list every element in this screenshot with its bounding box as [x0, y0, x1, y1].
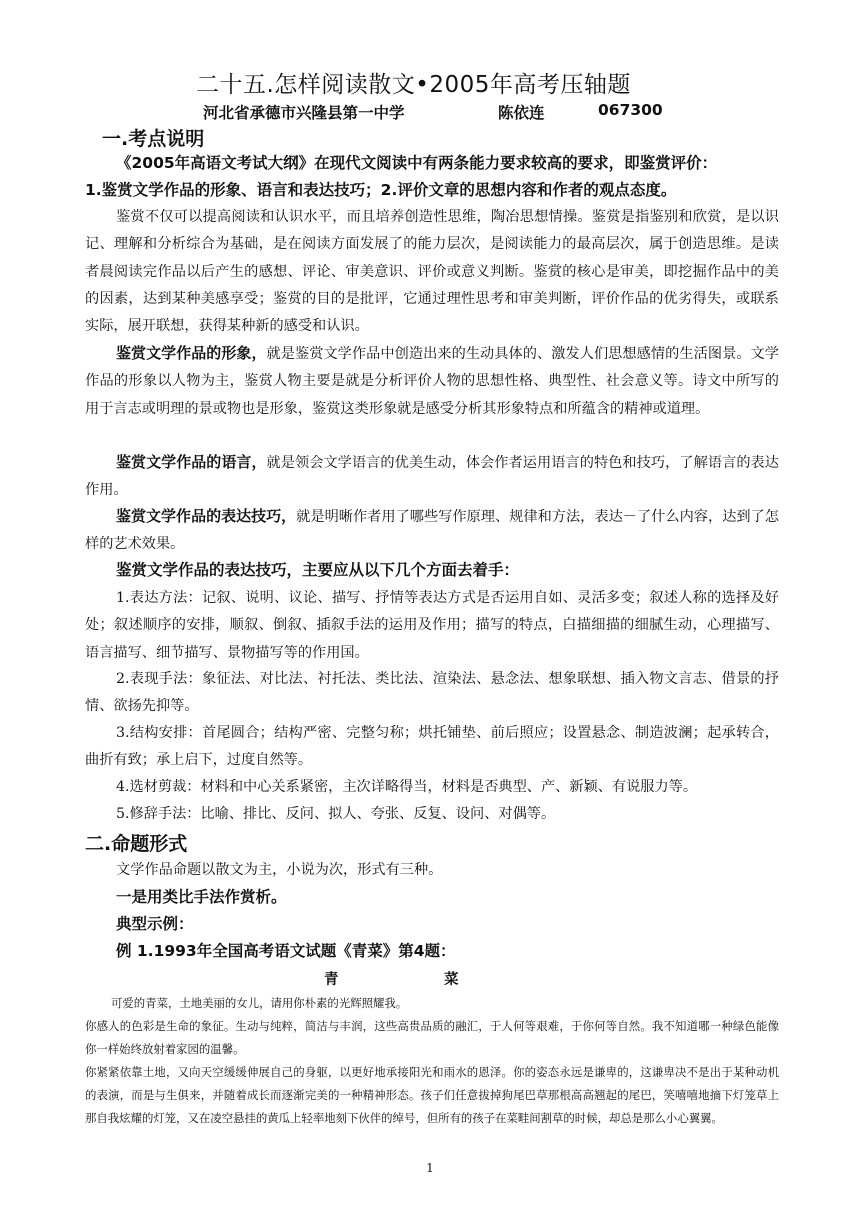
list-item: 2.表现手法：象征法、对比法、衬托法、类比法、渲染法、悬念法、想象联想、插入物文言志、借景的抒情、欲扬先抑等。: [85, 671, 779, 715]
paragraph-technique: [85, 503, 779, 559]
paragraph-technique-lead: 鉴赏文学作品的表达技巧，: [116, 507, 297, 525]
example-label: 典型示例：: [116, 915, 194, 933]
technique-aspects-heading: 鉴赏文学作品的表达技巧，主要应从以下几个方面去着手：: [116, 561, 520, 579]
paragraph-image-text: 就是鉴赏文学作品中创造出来的生动具体的、激发人们思想感情的生活图景。文学作品的形象以人物为主，鉴赏人物主要是就是分析评价人物的思想性格、典型性、社会意义等。诗文中所写的用于言志或明理的景或物也是形象，鉴赏这类形象就是感受分析其形象特点和所蕴含的精神或道理。: [85, 346, 779, 417]
poem-paragraph: 可爱的青菜，土地美丽的女儿，请用你朴素的光辉照耀我。: [111, 996, 408, 1010]
author-code: 067300: [598, 101, 663, 119]
list-item: 3.结构安排：首尾圆合；结构严密、完整匀称；烘托铺垫、前后照应；设置悬念、制造波澜；起承转合，曲折有致；承上启下，过度自然等。: [85, 725, 779, 769]
section-heading-1: 一.考点说明: [102, 128, 205, 150]
section-heading-2: 二.命题形式: [85, 833, 188, 855]
list-item: 1.表达方法：记叙、说明、议论、描写、抒情等表达方式是否运用自如、灵活多变；叙述人称的选择及好处；叙述顺序的安排，顺叙、倒叙、插叙手法的运用及作用；描写的特点，白描细描的细腻生动，心理描写、语言描写、细节描写、景物描写等的作用国。: [85, 590, 779, 661]
intro-line-1: 《2005年高语文考试大纲》在现代文阅读中有两条能力要求较高的要求，即鉴赏评价：: [116, 154, 718, 172]
paragraph-language: [85, 449, 779, 505]
poem-paragraph: 你紧紧依靠土地，又向天空缓缓伸展自己的身躯，以更好地承接阳光和雨水的恩泽。你的姿态永远是谦卑的，这谦卑决不是出于某种动机的表演，而是与生俱来，并随着成长而逐渐完美的一种精神形态。孩子们任意拔掉狗尾巴草那根高高翘起的尾巴，笑嘻嘻地摘下灯笼草上那自我炫耀的灯笼，又在凌空悬挂的黄瓜上轻率地刻下伙伴的绰号，但所有的孩子在菜畦间割草的时候，却总是那么小心翼翼。: [85, 1065, 779, 1125]
list-item: 5.修辞手法：比喻、排比、反问、拟人、夸张、反复、设问、对偶等。: [116, 806, 556, 822]
form-one-heading: 一是用类比手法作赏析。: [116, 888, 287, 906]
intro-line-2: 1.鉴赏文学作品的形象、语言和表达技巧；2.评价文章的思想内容和作者的观点态度。: [85, 181, 677, 199]
list-item: 4.选材剪裁：材料和中心关系紧密，主次详略得当，材料是否典型、产、新颖、有说服力等。: [116, 779, 698, 795]
poem-title-char-1: 青: [324, 972, 339, 988]
poem-paragraph: 你感人的色彩是生命的象征。生动与纯粹，简洁与丰润，这些高贵品质的融汇，于人何等艰难，于你何等自然。我不知道哪一种绿色能像你一样始终放射着家园的温馨。: [85, 1019, 779, 1056]
document-title: 二十五.怎样阅读散文•2005年高考压轴题: [196, 72, 631, 98]
paragraph-appreciation: 鉴赏不仅可以提高阅读和认识水平，而且培养创造性思维，陶冶思想情操。鉴赏是指鉴别和欣赏，是以识记、理解和分析综合为基础，是在阅读方面发展了的能力层次，是阅读能力的最高层次，属于创造思维。是读者晨阅读完作品以后产生的感想、评论、审美意识、评价或意义判断。鉴赏的核心是审美，即挖掘作品中的美的因素，达到某种美感享受；鉴赏的目的是批评，它通过理性思考和审美判断，评价作品的优劣得失，或联系实际，展开联想，获得某种新的感受和认识。: [85, 209, 779, 335]
paragraph-language-lead: 鉴赏文学作品的语言，: [116, 453, 267, 471]
paragraph-image: [85, 340, 779, 423]
author-name: 陈依连: [498, 104, 545, 122]
page-number: 1: [426, 1161, 434, 1175]
paragraph-image-lead: 鉴赏文学作品的形象，: [116, 344, 267, 362]
paragraph-language-text: 就是领会文学语言的优美生动，体会作者运用语言的特色和技巧，了解语言的表达作用。: [85, 455, 779, 499]
author-school: 河北省承德市兴隆县第一中学: [203, 104, 405, 122]
paragraph-question-forms: 文学作品命题以散文为主，小说为次，形式有三种。: [116, 862, 443, 878]
paragraph-technique-text: 就是明晰作者用了哪些写作原理、规律和方法，表达－了什么内容，达到了怎样的艺术效果。: [85, 509, 779, 553]
poem-title-char-2: 菜: [444, 972, 459, 988]
example-heading: 例 1.1993年全国高考语文试题《青菜》第4题：: [116, 942, 456, 960]
